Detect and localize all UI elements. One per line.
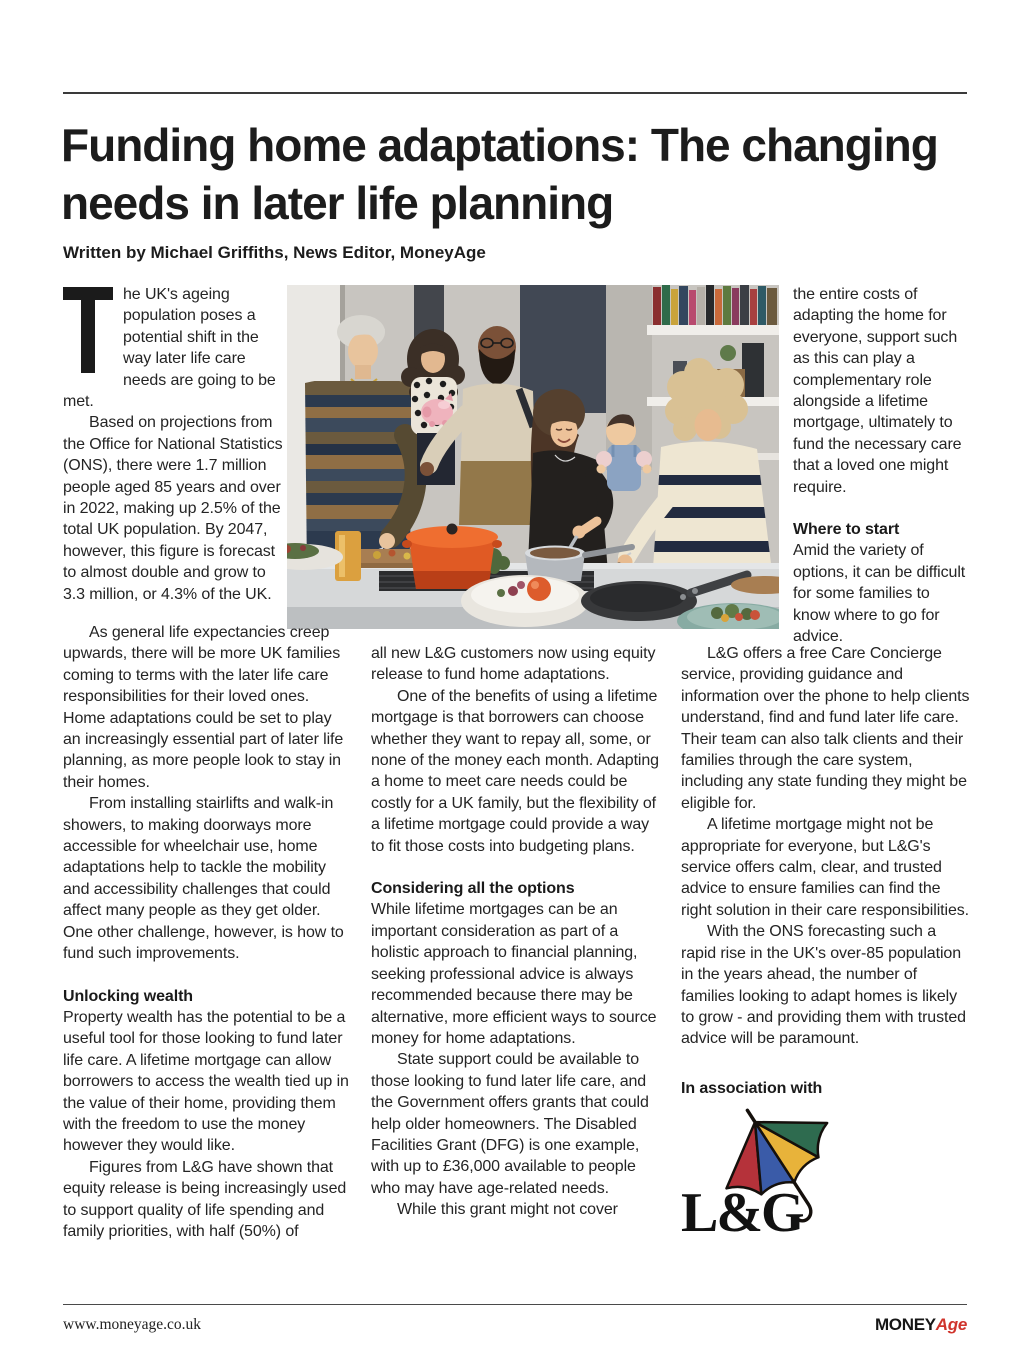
paragraph-text: he UK's ageing population poses a potential shift in the way later life care needs are going to be met. [63,286,276,411]
paragraph: all new L&G customers now using equity release to fund home adaptations. [371,645,656,684]
paragraph: Property wealth has the potential to be a useful tool for those looking to fund later life care. A lifetime mortgage can allow borrowers to access the wealth tied up in the value of their home, providing them with the freedom to use the money however they would like. [63,1008,349,1155]
column-3-top [793,284,969,648]
section-heading-considering-options: Considering all the options [371,880,575,898]
section-heading-unlocking-wealth: Unlocking wealth [63,987,193,1005]
moneyage-logo-money: MONEY [874,1315,936,1334]
moneyage-logo [875,1315,967,1335]
column-1-top [63,284,289,605]
drop-cap-shape [81,287,95,373]
paragraph: Amid the variety of options, it can be difficult for some families to know where to go for advice. [793,542,966,646]
top-rule [63,92,967,94]
section-heading-where-to-start: Where to start [793,521,900,539]
paragraph: the entire costs of adapting the home for everyone, support such as this can play a complementary role alongside a lifetime mortgage, ultimately to fund the necessary care that a loved one might require. [793,286,962,496]
paragraph: State support could be available to those looking to fund later life care, and the Government offers grants that could help older homeowners. The Disabled Facilities Grant (DFG) is one example, with up to £36,000 available to people who may have age-related needs. [371,1051,649,1197]
footer-url: www.moneyage.co.uk [63,1316,202,1333]
family-cooking-photo [287,285,779,629]
column-2 [371,643,660,1221]
paragraph [63,284,289,412]
column-3-bottom [681,643,970,1241]
moneyage-logo-age: Age [935,1315,967,1334]
paragraph: While lifetime mortgages can be an important consideration as part of a holistic approach to financial planning, seeking professional advice is always recommended because there may be alternative, more efficient ways to source money for home adaptations. [371,901,657,1047]
column-1-bottom [63,622,352,1242]
lg-logo-text: L&G [681,1182,803,1242]
paragraph: With the ONS forecasting such a rapid rise in the UK's over-85 population in the years ahead, the number of families looking to adapt homes is likely to grow - and providing them with trusted advice will be paramount. [681,923,966,1048]
article-byline: Written by Michael Griffiths, News Editor, MoneyAge [63,243,486,262]
paragraph: As general life expectancies creep upwards, there will be more UK families coming to terms with the later life care responsibilities for their loved ones. Home adaptations could be set to play an increasingly essential part of later life planning, as more people look to stay in their homes. [63,624,344,791]
photo-illustration [287,285,779,629]
footer-rule [63,1304,967,1305]
paragraph: From installing stairlifts and walk-in showers, to making doorways more accessible for wheelchair use, home adaptations help to tackle the mobility and accessibility challenges that could affect many people as they get older. One other challenge, however, is how to fund such improvements. [63,795,344,963]
in-association-with-label: In association with [681,1079,823,1097]
paragraph: A lifetime mortgage might not be appropriate for everyone, but L&G's service offers calm, clear, and trusted advice to ensure families can find the right solution in their care responsibilities. [681,816,969,919]
paragraph: One of the benefits of using a lifetime mortgage is that borrowers can choose whether they want to repay all, some, or none of the money each month. Adapting a home to meet care needs could be costly for a UK family, but the flexibility of a lifetime mortgage could provide a way to fit those costs into budgeting plans. [371,687,659,855]
paragraph: While this grant might not cover [397,1201,618,1219]
paragraph: L&G offers a free Care Concierge service, providing guidance and information over the phone to help clients understand, find and fund later life care. Their team can also talk clients and their families through the care system, including any state funding they might be eligible for. [681,645,970,812]
page-title: Funding home adaptations: The changing needs in later life planning [61,119,938,229]
paragraph: Based on projections from the Office for National Statistics (ONS), there were 1.7 million people aged 85 years and over in 2022, making up 2.5% of the total UK population. By 2047, however, this figure is forecast to almost double and grow to 3.3 million, or 4.3% of the UK. [63,414,283,603]
paragraph: Figures from L&G have shown that equity release is being increasingly used to support quality of life spending and family priorities, with half (50%) of [63,1158,347,1240]
drop-cap [63,287,115,375]
lg-logo [681,1105,861,1241]
